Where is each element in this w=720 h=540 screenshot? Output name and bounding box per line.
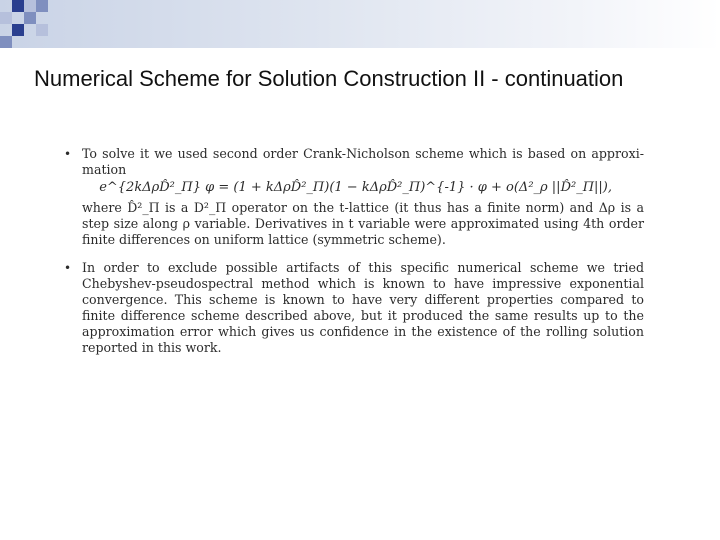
slide-body — [64, 146, 644, 356]
list-item — [64, 146, 644, 248]
decor-square — [12, 0, 24, 12]
decor-square — [12, 24, 24, 36]
bullet-icon: • — [64, 147, 72, 161]
bullet-intro: To solve it we used second order Crank-Nicholson scheme which is based on approxi-mation — [82, 146, 644, 177]
bullet-text: In order to exclude possible artifacts of this specific numerical scheme we tried Chebyshev-pseudospectral method which is known to have impressive exponential convergence. This scheme is known to have very different properties compared to finite difference scheme described above, but it produced the same results up to the approximation error which gives us confidence in the existence of the rolling solution reported in this work. — [82, 260, 644, 355]
decor-square — [36, 0, 48, 12]
list-item — [64, 260, 644, 356]
decor-square — [36, 24, 48, 36]
decor-square — [24, 0, 36, 12]
bullet-icon: • — [64, 261, 72, 275]
decor-square — [24, 12, 36, 24]
decor-square — [0, 36, 12, 48]
page-title: Numerical Scheme for Solution Construction II - continuation — [34, 66, 624, 91]
decor-square — [0, 12, 12, 24]
header-bar — [0, 0, 720, 48]
bullet-text: where D̂²_Π is a D²_Π operator on the t-lattice (it thus has a finite norm) and Δρ is a step size along ρ variable. Derivatives in t variable were approximated using 4th order finite differences on uniform lattice (symmetric scheme). — [82, 200, 644, 247]
equation: e^{2kΔρD̂²_Π} φ = (1 + kΔρD̂²_Π)(1 − kΔρD̂²_Π)^{-1} · φ + o(Δ²_ρ ||D̂²_Π||), — [99, 180, 612, 195]
